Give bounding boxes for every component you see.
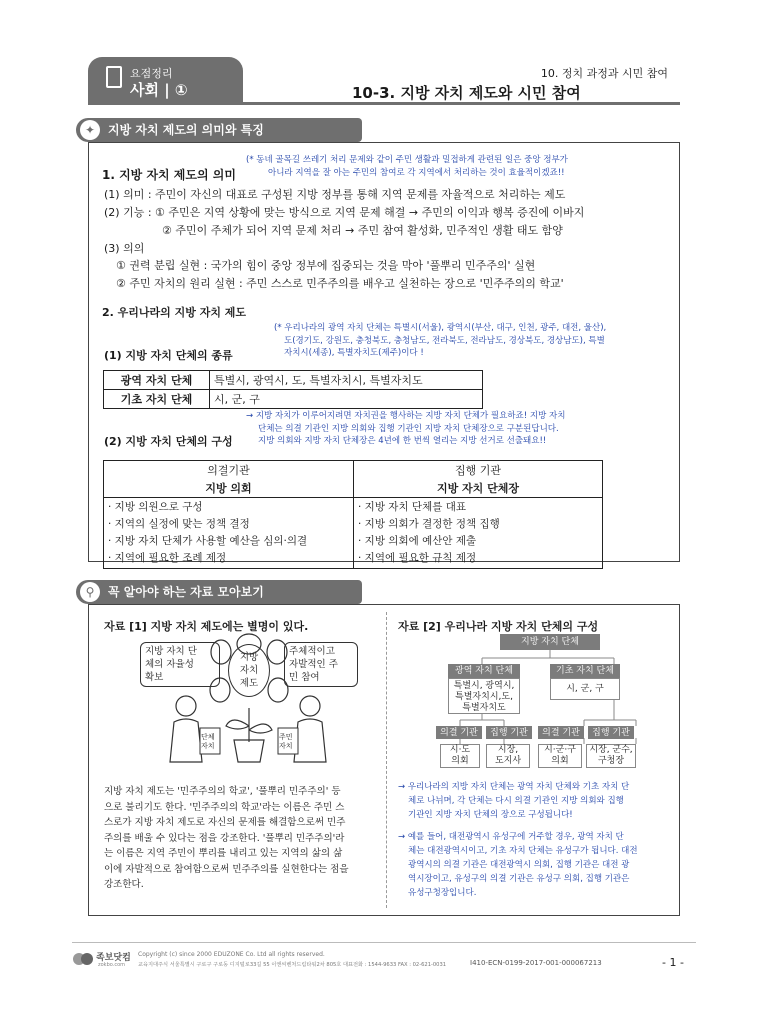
type-value: 특별시, 광역시, 도, 특별자치시, 특별자치도: [210, 371, 483, 390]
bubble-line: 주체적이고: [289, 646, 335, 657]
meaning-line: (1) 의미 : 주민이 자신의 대표로 구성된 지방 정부를 통해 지역 문제를 자율적으로 처리하는 제도: [104, 188, 566, 201]
text-line: 스로가 지방 자치 제도로 자신의 문제를 해결함으로써 민주: [104, 817, 346, 828]
material2-note1: [398, 780, 629, 822]
council-duties: [104, 498, 354, 569]
flower-pot: [234, 740, 264, 762]
bubble-line: 체의 자율성: [145, 659, 194, 670]
text-line: 지방 자치 제도는 '민주주의의 학교', '풀뿌리 민주주의' 등: [104, 786, 341, 797]
subject-label: 사회 | ①: [130, 81, 188, 99]
table-row: [104, 461, 603, 480]
material1-title: 자료 [1] 지방 자치 제도에는 별명이 있다.: [104, 620, 309, 633]
petal: [268, 678, 288, 702]
organization-table: [103, 460, 603, 569]
chart-leaf: [440, 744, 480, 768]
section1-heading-text: 지방 자치 제도의 의미와 특징: [108, 123, 264, 137]
brand-logo-icon: [72, 950, 94, 968]
type-name: 기초 자치 단체: [104, 390, 210, 409]
leaf: [249, 724, 272, 733]
council-subhead: 지방 의회: [104, 479, 354, 498]
text-line: 는 이름은 지역 주민이 뿌리를 내리고 있는 지역의 삶의 삶: [104, 848, 343, 859]
person-body: [170, 719, 202, 762]
significance-line: ② 주민 자치의 원리 실현 : 주민 스스로 민주주의를 배우고 실천하는 장으로 '민주주의의 학교': [116, 277, 564, 290]
chart-text: 시장,: [497, 745, 519, 755]
brand-sub: zokbo.com: [98, 962, 125, 968]
person-body: [294, 719, 326, 762]
copyright: Copyright (c) since 2000 EDUZONE Co. Ltd all rights reserved.: [138, 951, 325, 958]
column-divider: [386, 612, 387, 908]
lightbulb-icon: ✦: [80, 120, 100, 140]
chart-exec: 집행 기관: [588, 726, 634, 739]
chart-text: 시·도: [449, 745, 471, 755]
can-text: 자치: [279, 742, 293, 750]
address: 교육지대주식 서울특별시 구로구 구로동 디지털로33길 55 이앤씨벤처드림타워2차 805호 대표전화 : 1544-9633 FAX : 02-621-0031: [138, 962, 447, 968]
petal: [237, 634, 261, 654]
text-line: 이에 자발적으로 참여함으로써 민주주의를 실현한다는 점을: [104, 863, 349, 875]
person-head: [176, 696, 196, 716]
function-line: (2) 기능 : ① 주민은 지역 상황에 맞는 방식으로 지역 문제 해결 → 주민의 이익과 행복 증진에 이바지: [104, 206, 585, 219]
note1: [246, 154, 568, 179]
can-text: 주민: [279, 733, 293, 741]
chart-text: 특별자치도: [462, 703, 506, 713]
brand-name: 족보닷컴: [96, 953, 131, 963]
list-item: · 지방 자치 단체가 사용할 예산을 심의·의결: [108, 535, 308, 547]
subject-label-small: 요점정리: [130, 67, 173, 80]
note-line: 광역시의 의결 기관은 대전광역시 의회, 집행 기관은 대전 광: [408, 860, 630, 870]
section1-heading: [76, 118, 362, 142]
table-row: [104, 371, 483, 390]
chart-text: 특별자치시,도,: [455, 692, 513, 702]
chart-wide-list: [448, 678, 520, 714]
bubble-line: 민 참여: [289, 672, 320, 683]
book-icon: [106, 66, 122, 88]
text-line: 강조한다.: [104, 879, 144, 890]
type-name: 광역 자치 단체: [104, 371, 210, 390]
person-head: [300, 696, 320, 716]
chapter-label: 10. 정치 과정과 시민 참여: [540, 67, 668, 80]
text-line: 으로 불리기도 한다. '민주주의의 학교'라는 이름은 주민 스: [104, 801, 345, 813]
list-item: · 지역의 실정에 맞는 정책 결정: [108, 518, 250, 530]
petal: [267, 640, 287, 664]
note2: [274, 322, 606, 360]
chart-wide-head: 광역 자치 단체: [448, 664, 520, 678]
chart-leaf: [586, 744, 636, 768]
chart-council: 의결 기관: [538, 726, 584, 739]
note3-line: 지방 의회와 지방 자치 단체장은 4년에 한 번씩 열리는 지방 선거로 선출돼요!!: [258, 436, 547, 446]
subject-tab: [88, 57, 243, 103]
material1-text: [104, 784, 349, 893]
chart-exec: 집행 기관: [486, 726, 532, 739]
note2-line: 도(경기도, 강원도, 충청북도, 충청남도, 전라북도, 전라남도, 경상북도, 경상남도), 특별: [284, 335, 605, 346]
chart-leaf: [486, 744, 530, 768]
magnifier-icon: ⚲: [80, 582, 100, 602]
text-line: 주의를 배울 수 있다는 점을 강조한다. '풀뿌리 민주주의'라: [104, 832, 345, 844]
note-line: 체는 대전광역시이고, 기초 자치 단체는 유성구가 됩니다. 대전: [408, 846, 638, 856]
section2-heading-text: 꼭 알아야 하는 자료 모아보기: [108, 585, 264, 599]
executive-subhead: 지방 자치 단체장: [354, 479, 603, 498]
table-row: [104, 479, 603, 498]
chart-text: 구청장: [597, 756, 625, 766]
chart-council: 의결 기관: [436, 726, 482, 739]
note-line: → 예를 들어, 대전광역시 유성구에 거주할 경우, 광역 자치 단: [398, 832, 624, 842]
note2-line: (* 우리나라의 광역 자치 단체는 특별시(서울), 광역시(부산, 대구, 인천, 광주, 대전, 울산),: [274, 323, 607, 333]
note-line: 유성구청장입니다.: [408, 888, 477, 898]
material2-note2: [398, 830, 638, 900]
table-row: [104, 498, 603, 569]
chart-text: 시장, 군수,: [589, 745, 633, 755]
can-label-right: [279, 733, 293, 751]
note-line: 체로 나뉘며, 각 단체는 다시 의결 기관인 지방 의회와 집행: [408, 796, 624, 806]
bubble-line: 지방: [239, 652, 259, 663]
doc-code: I410-ECN-0199-2017-001-000067213: [470, 959, 602, 967]
chart-text: 의회: [551, 756, 569, 766]
list-item: · 지역에 필요한 조례 제정: [108, 552, 227, 564]
bubble-line: 지방 자치 단: [145, 646, 197, 657]
bubble-line: 자치: [239, 665, 259, 676]
bubble-line: 자발적인 주: [289, 659, 338, 670]
types-subtitle: (1) 지방 자치 단체의 종류: [104, 349, 233, 362]
chart-text: 시·군·구: [544, 745, 576, 755]
section1-p1-title: 1. 지방 자치 제도의 의미: [102, 168, 236, 182]
executive-duties: [354, 498, 603, 569]
chart-basic-list: 시, 군, 구: [550, 678, 620, 700]
chart-leaf: [538, 744, 582, 768]
can-label-left: [201, 733, 215, 751]
list-item: · 지방 의원으로 구성: [108, 501, 203, 513]
function-line: ② 주민이 주체가 되어 지역 문제 처리 → 주민 참여 활성화, 민주적인 생활 태도 함양: [162, 224, 563, 237]
section1-p2-title: 2. 우리나라의 지방 자치 제도: [102, 306, 247, 319]
list-item: · 지방 의회가 결정한 정책 집행: [358, 518, 500, 530]
footer-rule: [72, 942, 696, 943]
leaf: [226, 720, 249, 729]
note3: [246, 410, 565, 448]
chart-text: 도지사: [494, 756, 522, 766]
note-line: → 우리나라의 지방 자치 단체는 광역 자치 단체와 기초 자치 단: [398, 782, 630, 792]
chart-text: 의회: [451, 756, 469, 766]
chart-basic-head: 기초 자치 단체: [550, 664, 620, 678]
note2-line: 자치시(세종), 특별자치도(제주)이다 !: [284, 348, 424, 358]
significance-line: ① 권력 분립 실현 : 국가의 힘이 중앙 정부에 집중되는 것을 막아 '풀뿌리 민주주의' 실현: [116, 259, 536, 272]
note-line: 역시장이고, 유성구의 의결 기관은 유성구 의회, 집행 기관은: [408, 874, 630, 884]
petal: [211, 640, 231, 664]
significance-line: (3) 의의: [104, 242, 145, 255]
note3-line: 단체는 의결 기관인 지방 의회와 집행 기관인 지방 자치 단체장으로 구분된답니다.: [258, 423, 559, 434]
page-title: 10-3. 지방 자치 제도와 시민 참여: [352, 84, 581, 102]
list-item: · 지역에 필요한 규칙 제정: [358, 552, 477, 564]
executive-head: 집행 기관: [354, 461, 603, 480]
can-text: 자치: [201, 742, 215, 750]
note-line: 기관인 지방 자치 단체의 장으로 구성됩니다!: [408, 810, 573, 820]
council-head: 의결기관: [104, 461, 354, 480]
chart-text: 특별시, 광역시,: [453, 681, 515, 691]
bubble-line: 확보: [145, 672, 164, 683]
table-row: [104, 390, 483, 409]
types-table: [103, 370, 483, 409]
bubble-line: 제도: [239, 678, 259, 689]
can-text: 단체: [201, 733, 215, 741]
note1-line: (* 동네 골목길 쓰레기 처리 문제와 같이 주민 생활과 밀접하게 관련된 일은 중앙 정부가: [246, 155, 568, 165]
list-item: · 지방 자치 단체를 대표: [358, 501, 466, 513]
type-value: 시, 군, 구: [210, 390, 483, 409]
note3-line: → 지방 자치가 이루어지려면 자치권을 행사하는 지방 자치 단체가 필요하죠! 지방 자치: [246, 411, 566, 421]
material2-title: 자료 [2] 우리나라 지방 자치 단체의 구성: [398, 620, 599, 633]
chart-top: 지방 자치 단체: [500, 634, 600, 650]
note1-line: 아니라 지역을 잘 아는 주민의 참여로 각 지역에서 처리하는 것이 효율적이겠죠!!: [268, 167, 565, 178]
composition-subtitle: (2) 지방 자치 단체의 구성: [104, 435, 233, 448]
section2-heading: [76, 580, 362, 604]
petal: [210, 678, 230, 702]
list-item: · 지방 의회에 예산안 제출: [358, 535, 477, 547]
page-number: - 1 -: [662, 956, 684, 969]
flower-illustration: [160, 630, 360, 770]
